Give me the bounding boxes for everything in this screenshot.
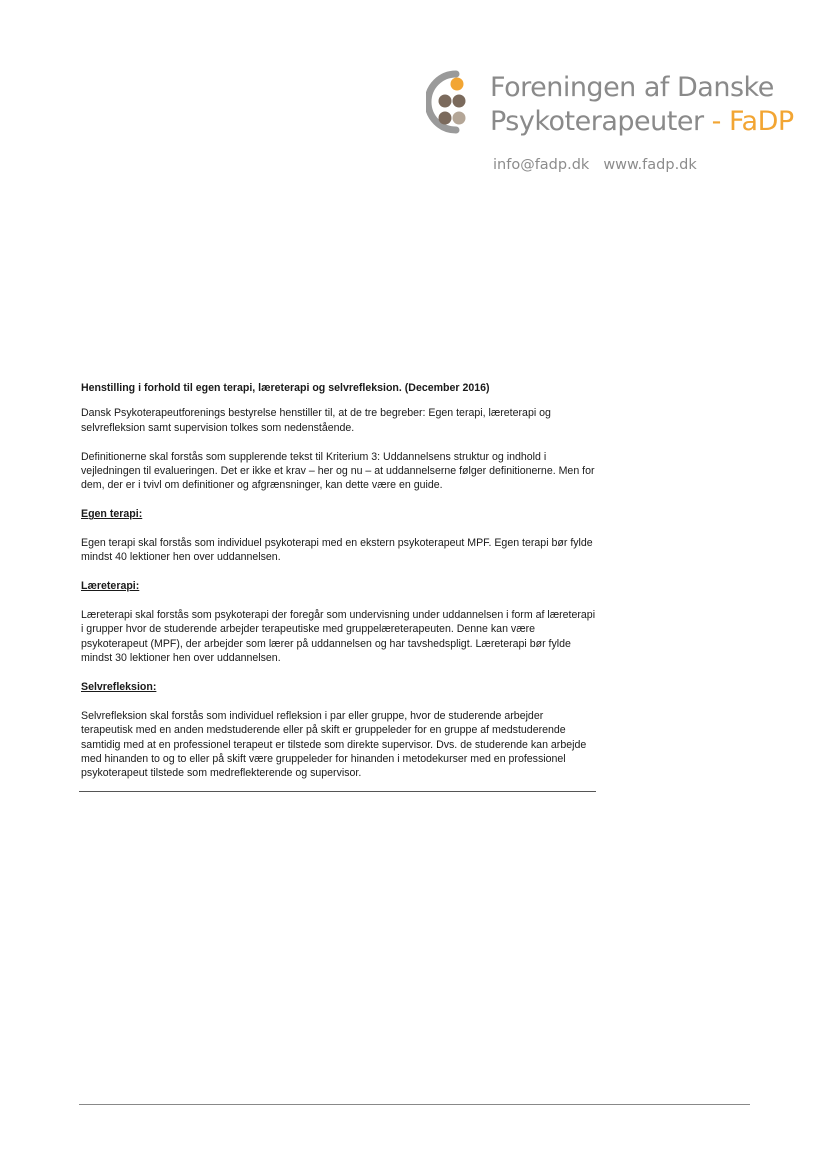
- logo-title-line2: [490, 106, 794, 138]
- document-body: [81, 381, 596, 781]
- document-title: Henstilling i forhold til egen terapi, læreterapi og selvrefleksion. (December 2016): [81, 382, 490, 394]
- section-body-egen-terapi: Egen terapi skal forstås som individuel psykoterapi med en ekstern psykoterapeut MPF. Egen terapi bør fylde mindst 40 lektioner hen over uddannelsen.: [81, 537, 593, 564]
- logo-dots-icon: [426, 68, 486, 138]
- fadp-logo: [426, 68, 796, 148]
- section-heading-laereterapi: Læreterapi:: [81, 580, 140, 593]
- section-body-laereterapi: Læreterapi skal forstås som psykoterapi der foregår som undervisning under uddannelsen i form af læreterapi i grupper hvor de studerende arbejder terapeutiske med gruppelæreterapeuten. Denne kan være psykoterapeut (MPF), der arbejder som lærer på uddannelsen og har tavshedspligt. Læreterapi bør fylde mindst 30 lektioner hen over uddannelsen.: [81, 609, 596, 665]
- logo-title-main: Psykoterapeuter: [490, 106, 704, 137]
- intro-paragraph: Dansk Psykoterapeutforenings bestyrelse henstiller til, at de tre begreber: Egen terapi, læreterapi og selvrefleksion samt supervision tolkes som nedenstående.: [81, 407, 551, 434]
- logo-title-accent: - FaDP: [703, 106, 794, 137]
- contact-info: [493, 157, 697, 173]
- section-heading-egen-terapi: Egen terapi:: [81, 508, 143, 521]
- definitions-paragraph: Definitionerne skal forstås som supplerende tekst til Kriterium 3: Uddannelsens struktur og indhold i vejledningen til evalueringen. Det er ikke et krav – her og nu – at uddannelserne følger definitionerne. Men for dem, der er i tvivl om definitioner og afgrænsninger, kan dette være en guide.: [81, 450, 595, 492]
- email-link[interactable]: info@fadp.dk: [493, 157, 590, 173]
- footer-divider: [79, 1104, 750, 1105]
- logo-title-line1: Foreningen af Danske: [490, 72, 774, 103]
- content-divider: [79, 791, 596, 792]
- section-body-selvrefleksion: Selvrefleksion skal forstås som individuel refleksion i par eller gruppe, hvor de studerende arbejder terapeutisk med en anden medstuderende eller på skift er gruppeleder for en gruppe af medstuderende samtidig med at en professionel terapeut er tilstede som direkte supervisor. Dvs. de studerende kan arbejde med hinanden to og to eller på skift være gruppeleder for hinanden i metodekurser med en professionel psykoterapeut tilstede som medreflekterende og supervisor.: [81, 709, 587, 780]
- website-link[interactable]: www.fadp.dk: [603, 157, 697, 173]
- section-heading-selvrefleksion: Selvrefleksion:: [81, 681, 157, 694]
